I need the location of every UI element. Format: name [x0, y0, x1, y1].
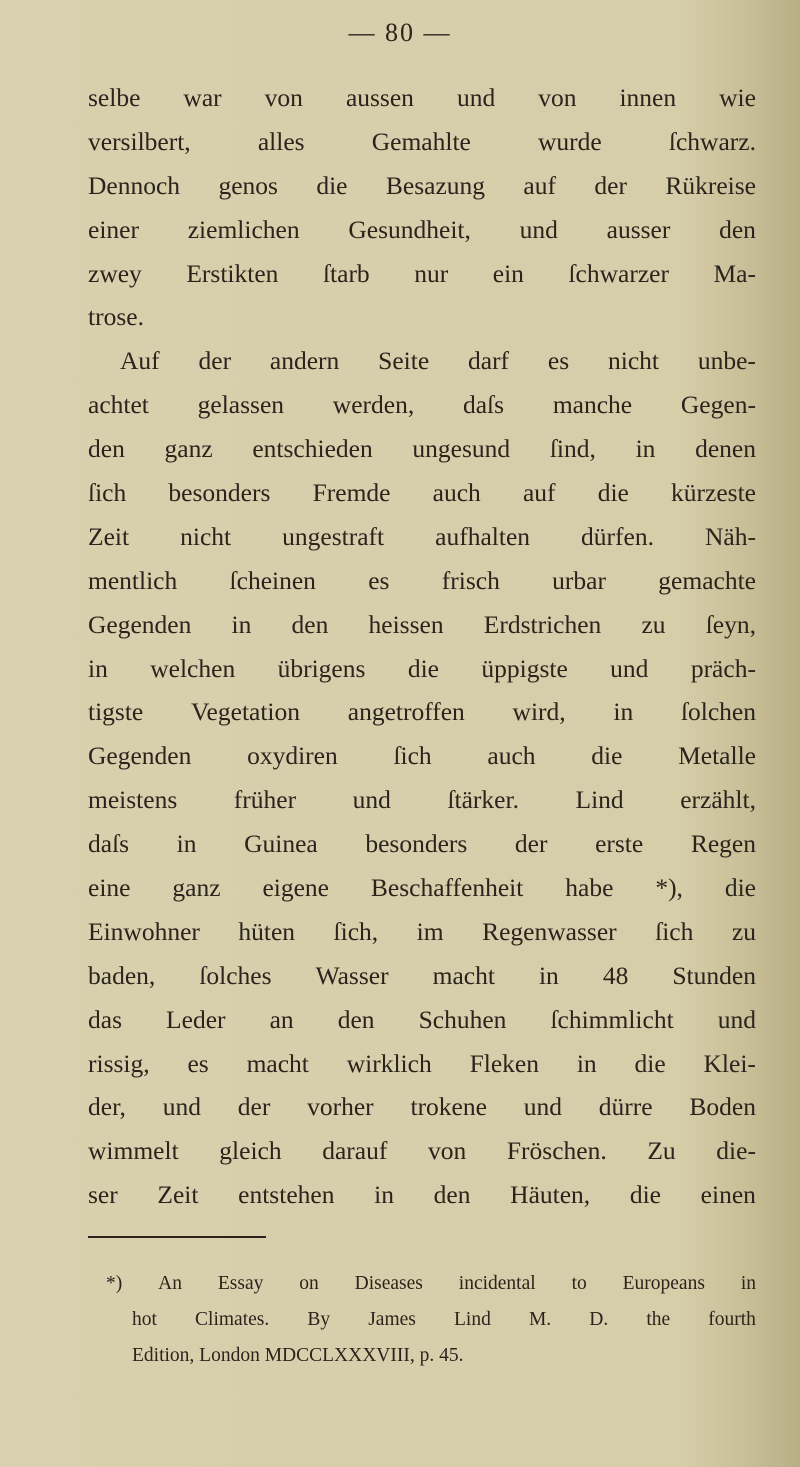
text-line: Auf der andern Seite darf es nicht unbe- [120, 346, 756, 376]
text-line: ſich besonders Fremde auch auf die kürzeste [88, 478, 756, 508]
text-line: Dennoch genos die Besazung auf der Rükreise [88, 170, 756, 200]
footnote-line: Edition, London MDCCLXXXVIII, p. 45. [132, 1345, 464, 1366]
body-text [88, 76, 756, 1217]
text-line: der, und der vorher trokene und dürre Boden [88, 1092, 756, 1122]
text-line: Einwohner hüten ſich, im Regenwasser ſich zu [88, 916, 756, 946]
text-line: rissig, es macht wirklich Fleken in die Klei- [88, 1048, 756, 1078]
text-line: das Leder an den Schuhen ſchimmlicht und [88, 1004, 756, 1034]
text-line: Gegenden oxydiren ſich auch die Metalle [88, 741, 756, 771]
footnote-line: hot Climates. By James Lind M. D. the fourth [132, 1309, 756, 1330]
text-line: ser Zeit entstehen in den Häuten, die einen [88, 1180, 756, 1210]
text-line: mentlich ſcheinen es frisch urbar gemachte [88, 565, 756, 595]
page-number: — 80 — [348, 18, 452, 47]
footnote [106, 1266, 756, 1374]
text-line: wimmelt gleich darauf von Fröschen. Zu die- [88, 1136, 756, 1166]
text-line: den ganz entschieden ungesund ſind, in denen [88, 434, 756, 464]
footnote-line: *) An Essay on Diseases incidental to Europeans in [106, 1273, 756, 1294]
text-line: in welchen übrigens die üppigste und präch- [88, 653, 756, 683]
text-line: einer ziemlichen Gesundheit, und ausser den [88, 214, 756, 244]
text-line: baden, ſolches Wasser macht in 48 Stunden [88, 960, 756, 990]
text-line: eine ganz eigene Beschaffenheit habe *), die [88, 873, 756, 903]
text-line: achtet gelassen werden, daſs manche Gegen- [88, 390, 756, 420]
text-line: selbe war von aussen und von innen wie [88, 83, 756, 112]
text-line: tigste Vegetation angetroffen wird, in ſolchen [88, 697, 756, 727]
footnote-rule [88, 1236, 266, 1238]
text-line: Gegenden in den heissen Erdstrichen zu ſeyn, [88, 609, 756, 639]
text-line: versilbert, alles Gemahlte wurde ſchwarz. [88, 126, 756, 156]
text-line: trose. [88, 302, 144, 332]
text-line: zwey Erstikten ſtarb nur ein ſchwarzer Ma- [88, 258, 756, 288]
text-line: meistens früher und ſtärker. Lind erzählt, [88, 785, 756, 815]
text-line: Zeit nicht ungestraft aufhalten dürfen. Näh- [88, 521, 756, 551]
text-line: daſs in Guinea besonders der erste Regen [88, 829, 756, 859]
